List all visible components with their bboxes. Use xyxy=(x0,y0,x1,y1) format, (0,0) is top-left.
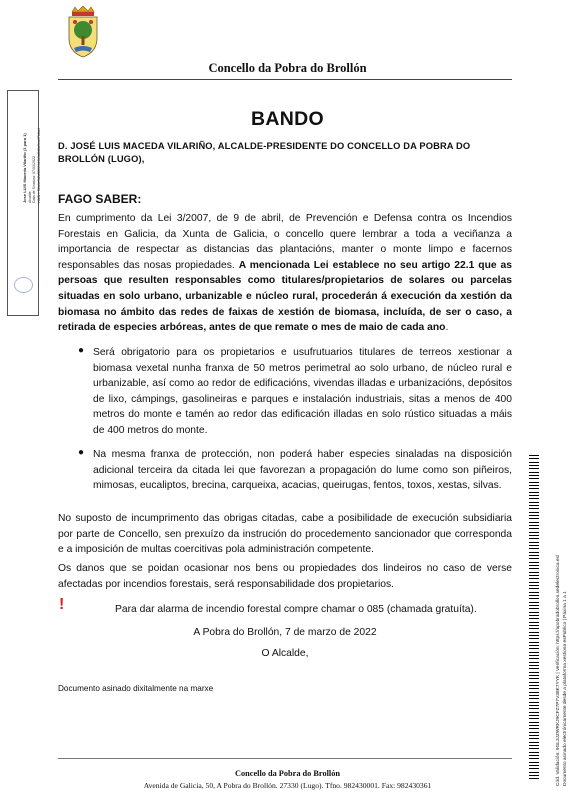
bullet-item-1: Será obrigatorio para os propietarios e usufrutuarios titulares de terreos xestionar a biomasa vexetal nunha franxa de 50 metros perimetral ao solo urbano, de núcleo rural e urbanizable, así como ao redor de edificacións, vivendas illadas e urbanizacións, depósitos de lixo, cámpings, gasolineiras e parques e instalación industriais, sitas a menos de 400 metros do monte e tamén ao redor das edificación illadas en solo rústico situadas a máis de 400 metros do monte. xyxy=(93,347,512,436)
header-divider xyxy=(58,79,512,80)
municipal-crest-icon xyxy=(66,6,100,58)
footer-address: Avenida de Galicia, 50, A Pobra do Brollón. 27330 (Lugo). Tfno. 982430001. Fax: 982430361 xyxy=(143,781,432,790)
intro-bold-text: A mencionada Lei establece no seu artigo 22.1 que as persoas que resulten responsables como titulares/propietarios de solares ou parcelas situadas en solo urbano, urbanizable e núcleo rural, procederán á execución da xestión da biomasa no ámbito das redes de faixas de xestión de biomasa, incluída, de ser o caso, a retirada de especies arbóreas, antes de que remate o mes de maio de cada ano xyxy=(58,259,512,334)
stamp-role: Alcalde xyxy=(27,191,32,203)
fire-alarm-notice: Para dar alarma de incendio forestal compre chamar o 085 (chamada gratuíta). xyxy=(115,604,477,615)
closing-signature: O Alcalde, xyxy=(261,648,309,659)
stamp-signer: Jose LUIS Maceda Vilariño (1 para 1) xyxy=(22,133,27,203)
fago-saber-heading: FAGO SABER: xyxy=(58,192,142,206)
stamp-hash: HASH: 52a1efb2af861f4d4b3a8d8a9ca47b6a4 xyxy=(36,128,41,203)
signer-heading: D. JOSÉ LUIS MACEDA VILARIÑO, ALCALDE-PRESIDENTE DO CONCELLO DA POBRA DO BROLLÓN (LUGO), xyxy=(58,141,471,164)
damages-paragraph: Os danos que se poidan ocasionar nos bens ou propiedades dos lindeiros no caso de verse afectadas por incendios forestais, será responsabilidade dos propietarios. xyxy=(58,563,512,590)
intro-paragraph xyxy=(58,211,512,336)
place-date: A Pobra do Brollón, 7 de marzo de 2022 xyxy=(193,627,377,638)
signature-stamp-text xyxy=(23,0,41,203)
stamp-date: Data de Sinatura: 07/03/2022 xyxy=(32,156,37,203)
verification-text xyxy=(556,456,569,786)
footer-divider xyxy=(58,758,512,759)
intro-end-text: . xyxy=(445,322,449,334)
barcode-icon xyxy=(529,455,539,780)
non-compliance-paragraph: No suposto de incumprimento das obrigas citadas, cabe a posibilidade de execución subsidiaria por parte de Concello, sen prexuízo da instrución do procedemento sancionador que corresponda e a imposición de multas coercitivas pola administración competente. xyxy=(58,513,512,556)
alert-icon: ! xyxy=(59,596,65,613)
bullet-dot-icon: ● xyxy=(78,447,85,458)
header-title: Concello da Pobra do Brollón xyxy=(208,61,367,75)
footer-name: Concello da Pobra do Brollón xyxy=(235,769,340,778)
verification-line-2: Documento asinado electrónicamente desde a plataforma xestiona esPublico | Páxina 1 a 1 xyxy=(562,591,568,786)
verification-line-1: Cód. Validación: 9GL3JZWRKJ9CFZ7P7V38K7YYK | Verificación: https://apobradobrollon.sedelectronica.es/ xyxy=(556,554,561,786)
intro-normal-text: En cumprimento da Lei 3/2007, de 9 de abril, de Prevención e Defensa contra os Incendios Forestais en Galicia, da Xunta de Galicia, o concello quere lembrar a toda a veciñanza a importancia de respectar as distancias das plantacións, manter o monte limpo e facernos responsables das nosas propiedades. xyxy=(58,213,512,271)
digitally-signed-note: Documento asinado dixitalmente na marxe xyxy=(58,684,214,693)
document-title: BANDO xyxy=(251,108,324,130)
seal-icon xyxy=(14,277,33,293)
bullet-item-2: Na mesma franxa de protección, non poderá haber especies sinaladas na disposición adicional terceira da citada lei que favorezan a propagación do lume como son piñeiros, mimosas, eucaliptos, brecina, carqueixa, acacias, queirugas, fentos, toxos, xestas, silvas. xyxy=(93,449,512,492)
bullet-dot-icon: ● xyxy=(78,345,85,356)
